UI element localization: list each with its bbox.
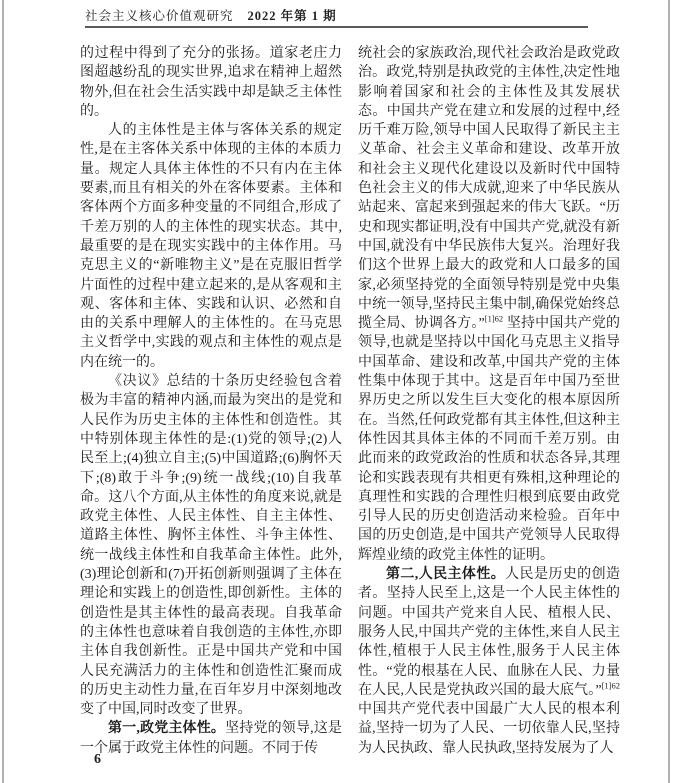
text-run: 的过程中得到了充分的张扬。道家老庄力图超越纷乱的现实世界,追求在精神上超然物外,但在社会生活实践中却是缺乏主体性的。 [80, 46, 342, 119]
text-run: 《决议》总结的十条历史经验包含着极为丰富的精神内涵,而最为突出的是党和人民作为历史主体的主体性和创造性。其中特别体现主体性的是:(1)党的领导;(2)人民至上;(4)独立自主;(5)中国道路;(6)胸怀天下;(8)敢于斗争;(9)统一战线;(10)自我革命。这八个方面,从主体性的角度来说,就是政党主体性、人民主体性、自主主体性、道路主体性、胸怀主体性、斗争主体性、统一战线主体性和自我革命主体性。此外,(3)理论创新和(7)开拓创新则强调了主体在理论和实践上的创造性,即创新性。主体的创造性是其主体性的最高表现。自我革命的主体性也意味着自我创造的主体性,亦即主体自我创新性。正是中国共产党和中国人民充满活力的主体性和创造性汇聚而成的历史主动性力量,在百年岁月中深刻地改变了中国,同时改变了世界。 [80, 374, 342, 718]
text-run: 统社会的家族政治,现代社会政治是政党政治。政党,特别是执政党的主体性,决定性地影响着国家和社会的主体性及其发展状态。中国共产党在建立和发展的过程中,经历千难万险,领导中国人民取得了新民主主义革命、社会主义革命和建设、改革开放和社会主义现代化建设以及新时代中国特色社会主义的伟大成就,迎来了中华民族从站起来、富起来到强起来的伟大飞跃。“历史和现实都证明,没有中国共产党,就没有新中国,就没有中华民族伟大复兴。治理好我们这个世界上最大的政党和人口最多的国家,必须坚持党的全面领导特别是党中央集中统一领导,坚持民主集中制,确保党始终总揽全局、协调各方。” [358, 46, 620, 332]
page-number: 6 [94, 752, 101, 767]
article-body [80, 44, 620, 758]
citation-superscript: [1]62 [601, 680, 620, 691]
right-column [358, 44, 620, 758]
page-right-edge [668, 0, 670, 783]
bold-run: 第二,人民主体性。 [386, 567, 506, 583]
paragraph [80, 121, 342, 372]
text-run: 人的主体性是主体与客体关系的规定性,是在主客体关系中体现的主体的本质力量。规定人具体主体性的不只有内在主体要素,而且有相关的外在客体要素。主体和客体两个方面多种变量的不同组合,形成了千差万别的人的主体性的现实状态。其中,最重要的是在现实实践中的主体作用。马克思主义的“新唯物主义”是在克服旧哲学片面性的过程中建立起来的,是从客观和主观、客体和主体、实践和认识、必然和自由的关系中理解人的主体性的。在马克思主义哲学中,实践的观点和主体性的观点是内在统一的。 [80, 123, 342, 370]
text-run: 坚持党的领导,这是一个属于政党主体性的问题。不同于传 [80, 721, 343, 756]
bold-run: 第一,政党主体性。 [108, 721, 226, 737]
text-run: 坚持中国共产党的领导,也就是坚持以中国化马克思主义指导中国革命、建设和改革,中国共产党的主体性集中体现于其中。这是百年中国乃至世界历史之所以发生巨大变化的根本原因所在。当然,任何政党都有其主体性,但这种主体性因其具体主体的不同而千差万别。由此而来的政党政治的性质和状态各异,其理论和实践表现有共相更有殊相,这种理论的真理性和实践的合理性归根到底要由政党引导人民的历史创造活动来检验。百年中国的历史创造,是中国共产党领导人民取得辉煌业绩的政党主体性的证明。 [358, 316, 621, 563]
journal-title: 社会主义核心价值观研究 [85, 9, 234, 23]
header-rule [85, 26, 588, 28]
paragraph [358, 44, 620, 565]
text-run: 人民是历史的创造者。坚持人民至上,这是一个人民主体性的问题。中国共产党来自人民、植根人民、服务人民,中国共产党的主体性,来自人民主体性,植根于人民主体性,服务于人民主体性。“党的根基在人民、血脉在人民、力量在人民,人民是党执政兴国的最大底气。” [358, 567, 620, 698]
running-header [85, 6, 337, 24]
left-column [80, 44, 342, 758]
paragraph [358, 565, 620, 758]
issue-label: 2022 年第 1 期 [247, 9, 337, 23]
paragraph [80, 44, 342, 121]
page-left-edge [2, 0, 4, 783]
paragraph [80, 719, 342, 758]
paragraph [80, 372, 342, 719]
text-run: 中国共产党代表中国最广大人民的根本利益,坚持一切为了人民、一切依靠人民,坚持为人民执政、靠人民执政,坚持发展为了人 [358, 702, 620, 756]
citation-superscript: [1]62 [484, 313, 504, 324]
